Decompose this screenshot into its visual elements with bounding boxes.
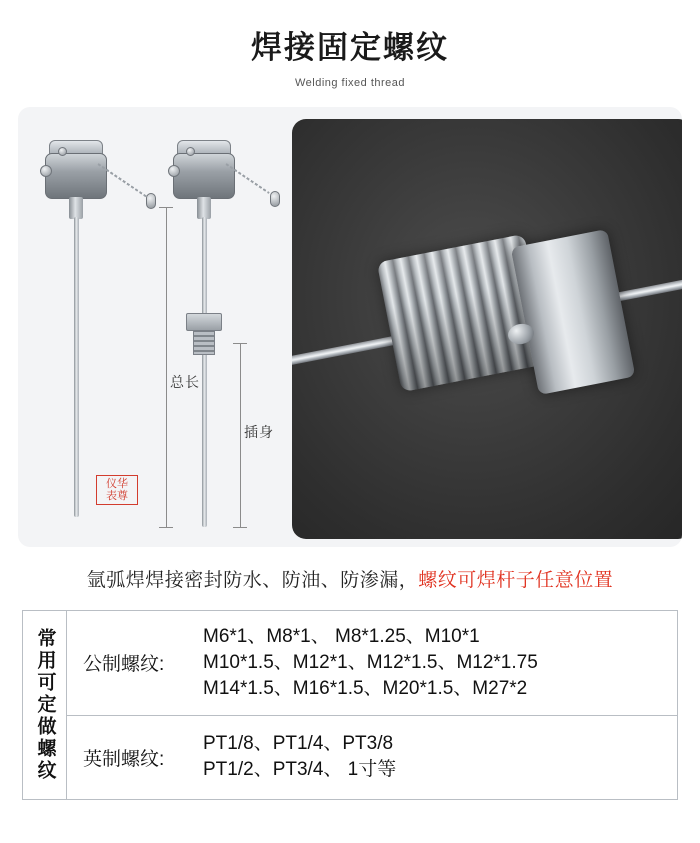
- dim-tick-total-bottom: [159, 527, 173, 528]
- thread-spec-table: [22, 610, 678, 800]
- probe-chain-tag-icon: [146, 193, 156, 209]
- dim-line-insertion: [240, 343, 241, 527]
- probe2-chain-tag-icon: [270, 191, 280, 207]
- spec-value-line: PT1/8、PT1/4、PT3/8: [203, 733, 394, 755]
- spec-value-line: M10*1.5、M12*1、M12*1.5、M12*1.75: [203, 651, 538, 673]
- dim-label-total-length: 总长: [170, 374, 200, 390]
- probe-neck-icon: [69, 197, 83, 219]
- spec-value-line: M6*1、M8*1、 M8*1.25、M10*1: [203, 625, 480, 647]
- table-row: [67, 716, 677, 799]
- spec-value-line: PT1/2、PT3/4、 1寸等: [203, 759, 397, 781]
- spec-key-metric: 公制螺纹:: [83, 654, 165, 676]
- watermark-line-2: 表尊: [106, 489, 128, 502]
- dim-tick-insert-bottom: [233, 527, 247, 528]
- table-row: [67, 611, 677, 716]
- dim-tick-total-top: [159, 207, 173, 208]
- caption-main-text: 氩弧焊焊接密封防水、防油、防渗漏，: [86, 570, 419, 591]
- probe-stem-icon: [74, 217, 79, 517]
- spec-value-imperial: [203, 731, 677, 783]
- spec-value-metric: [203, 624, 677, 702]
- technical-drawing: [18, 107, 292, 547]
- probe2-stem-icon: [202, 217, 207, 527]
- spec-side-header: [23, 611, 67, 799]
- probe2-knob-icon: [168, 165, 180, 177]
- dim-label-insertion: 插身: [244, 424, 274, 440]
- probe-screw-icon: [58, 147, 67, 156]
- illustration-panel: [18, 107, 682, 547]
- spec-value-line: M14*1.5、M16*1.5、M20*1.5、M27*2: [203, 677, 528, 699]
- page-title: 焊接固定螺纹: [251, 30, 449, 65]
- spec-side-label: 常用可定做螺纹: [34, 628, 56, 782]
- probe2-head-icon: [173, 153, 235, 199]
- dim-tick-insert-top: [233, 343, 247, 344]
- probe2-screw-icon: [186, 147, 195, 156]
- dim-line-total: [166, 207, 167, 527]
- watermark-line-1: 仪华: [106, 477, 128, 490]
- spec-rows: [67, 611, 677, 799]
- caption-accent-text: 螺纹可焊杆子任意位置: [418, 570, 614, 591]
- spec-key-imperial: 英制螺纹:: [83, 748, 165, 770]
- probe2-neck-icon: [197, 197, 211, 219]
- thread-plug-thread-icon: [193, 331, 215, 355]
- probe-head-icon: [45, 153, 107, 199]
- probe-knob-icon: [40, 165, 52, 177]
- product-photo: [292, 119, 682, 539]
- page-header: [0, 0, 700, 89]
- feature-caption: [0, 565, 700, 592]
- thread-plug-body-icon: [186, 313, 222, 331]
- watermark-stamp: [96, 475, 138, 505]
- hex-nut-photo: [511, 229, 636, 395]
- page-subtitle: Welding fixed thread: [294, 77, 406, 89]
